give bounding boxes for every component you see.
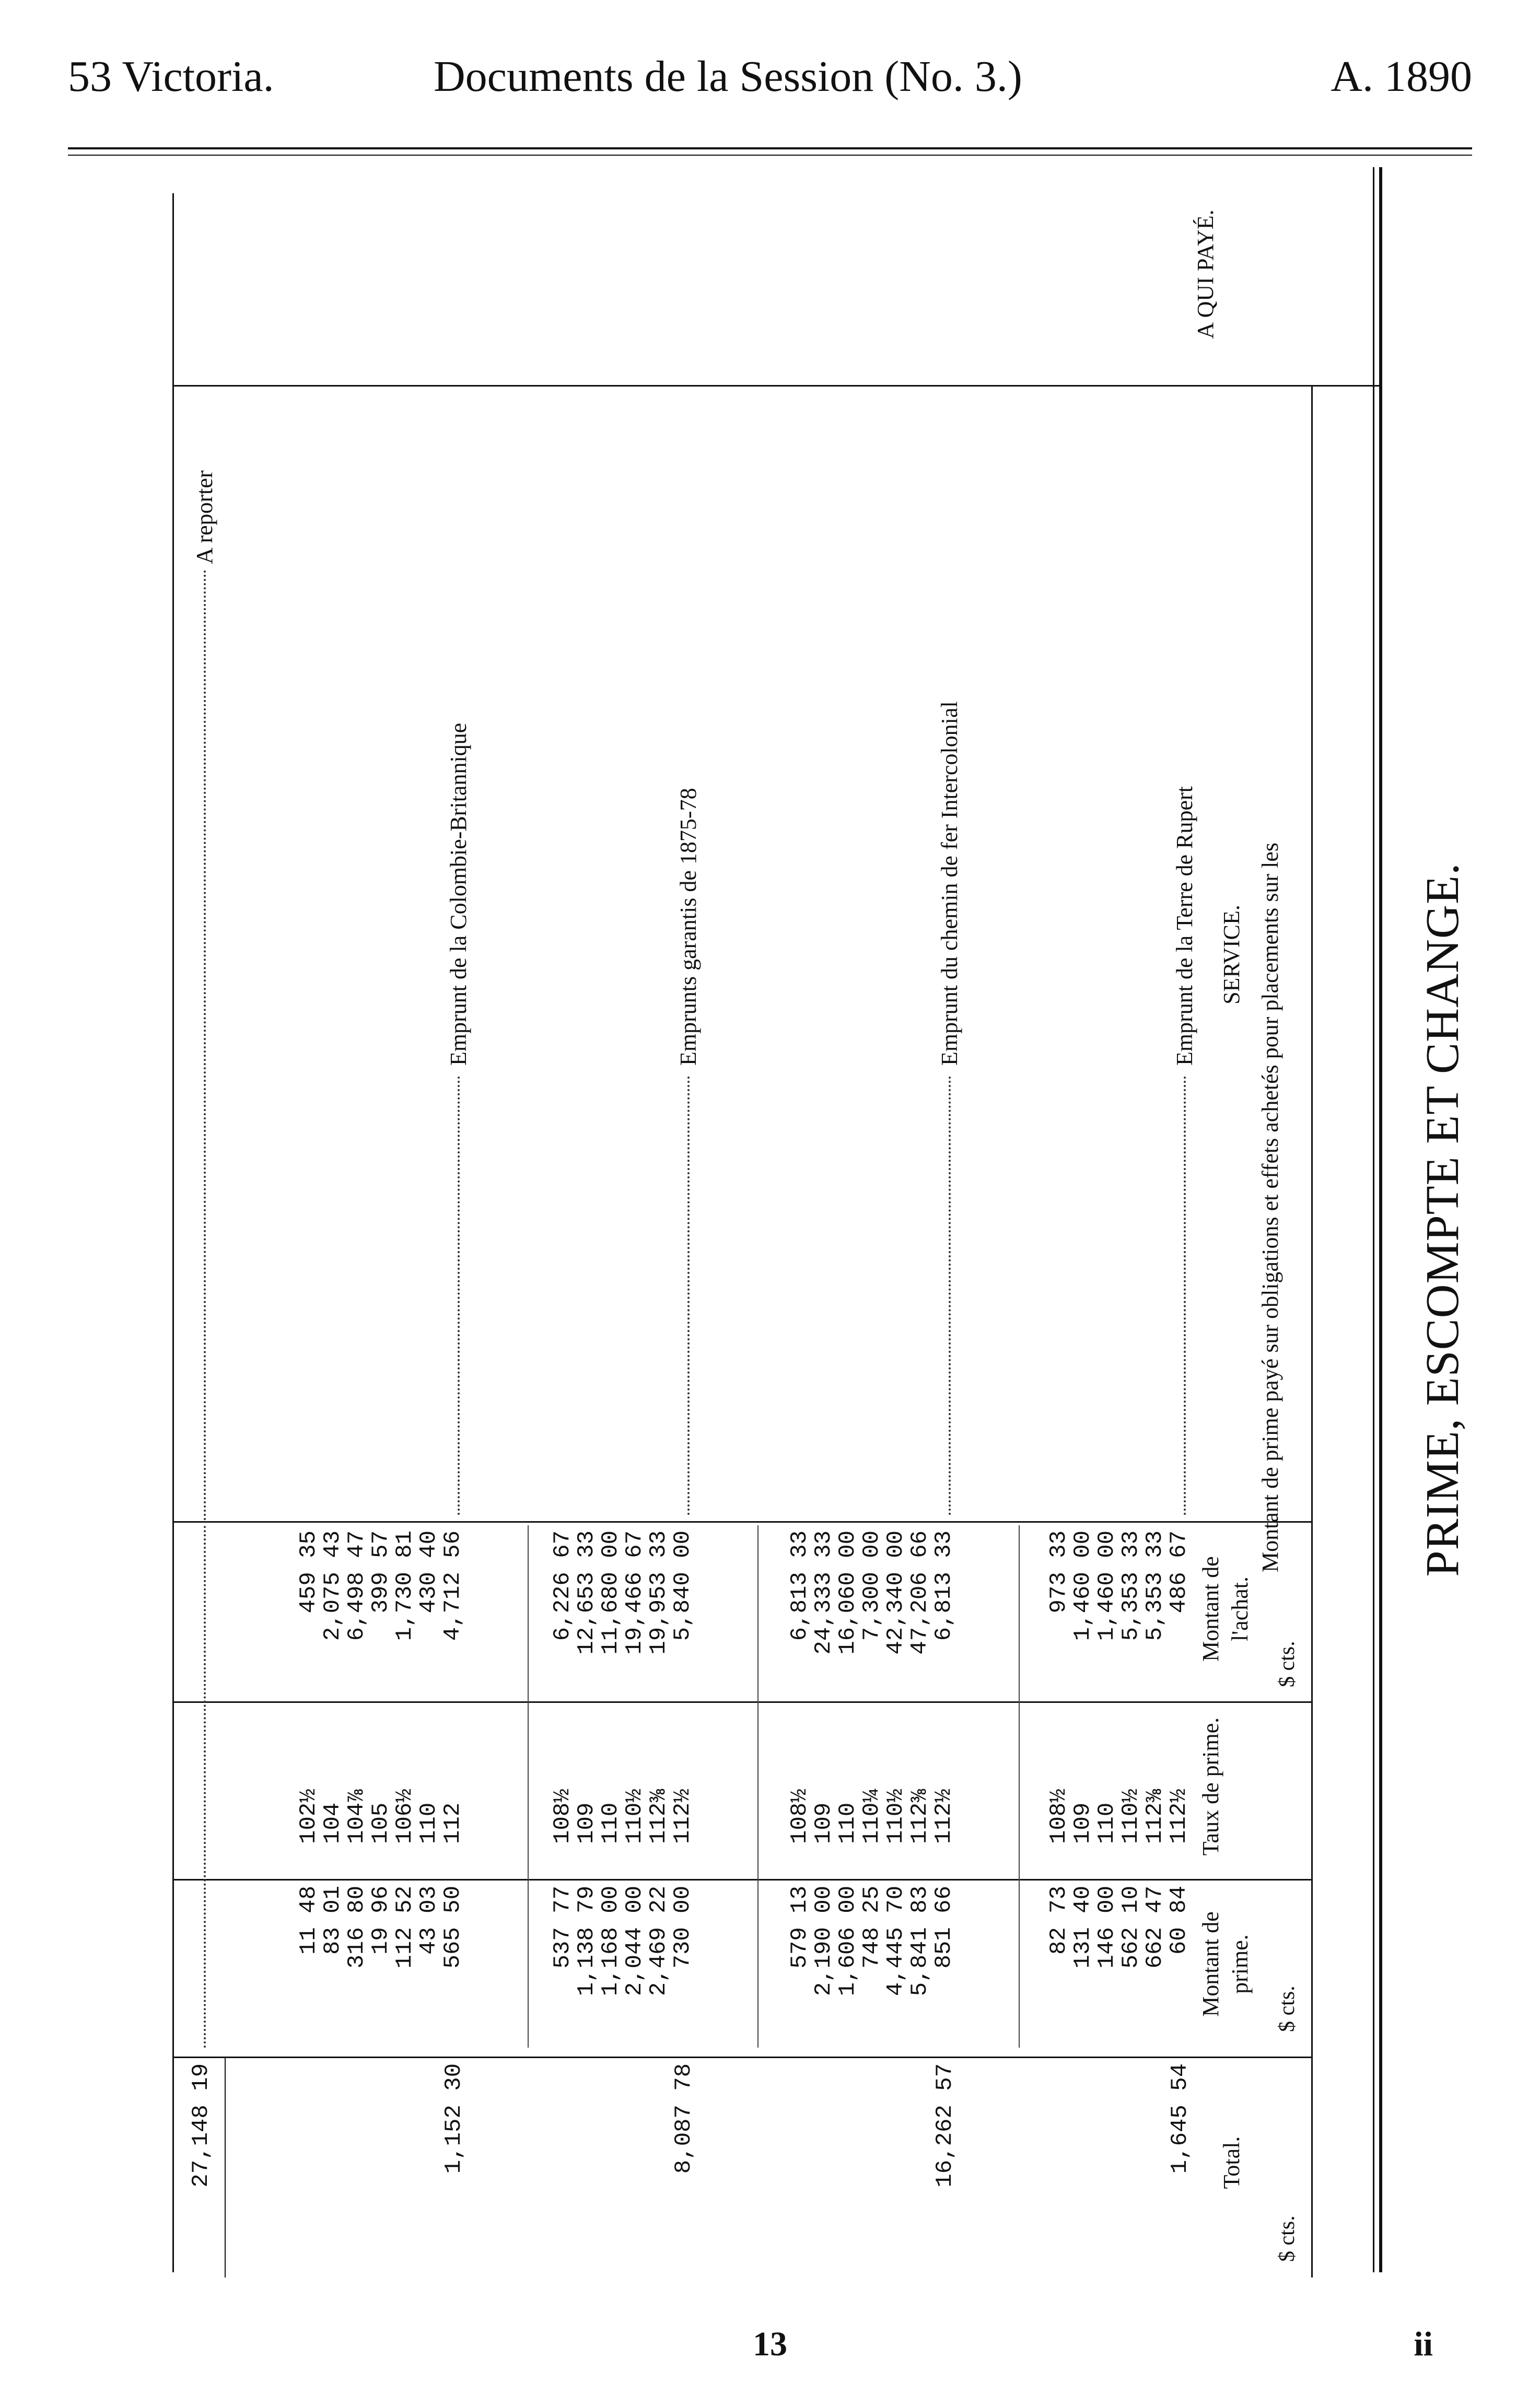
col-sep-taux [172,1701,1311,1703]
units-prime: $ cts. [1275,1985,1299,2032]
group-total: 16,262 57 [932,2063,958,2188]
col-sep-prime [172,1879,1311,1881]
header-rule-thin [68,155,1472,156]
header-center: Documents de la Session (No. 3.) [434,52,1022,101]
carry-label: A reporter [192,470,217,564]
carry-total: 27,148 19 [188,2063,214,2188]
group-separator [1019,1525,1020,2048]
carry-leader [204,569,206,1520]
group-total: 1,645 54 [1167,2063,1193,2174]
achat-values: 973 33 1,460 00 1,460 00 5,353 33 5,353 33 486 67 [1046,1531,1192,1641]
taux-values: 108½ 109 110 110¼ 110½ 112⅜ 112½ [787,1789,957,1844]
group-separator [757,1525,759,2048]
group-total: 8,087 78 [671,2063,697,2174]
taux-values: 108½ 109 110 110½ 112⅜ 112½ [550,1789,696,1844]
prime-values: 11 48 83 01 316 80 19 96 112 52 43 03 565 50 [296,1886,466,1969]
header-row-rule [1311,387,1313,2277]
table-top-border-inner [1373,167,1374,2272]
table-title: PRIME, ESCOMPTE ET CHANGE. [1417,862,1468,1577]
prime-values: 82 73 131 40 146 00 562 10 662 47 60 84 [1046,1886,1192,1969]
sheet-mark: ii [1414,2325,1433,2363]
carry-leader-cols [204,1525,206,2048]
units-total: $ cts. [1275,2215,1299,2262]
prime-values: 579 13 2,190 00 1,606 00 748 25 4,445 70 5,841 83 851 66 [787,1886,957,1996]
units-achat: $ cts. [1275,1641,1299,1687]
taux-values: 102½ 104 104⅞ 105 106½ 110 112 [296,1789,466,1844]
header-right: A. 1890 [1331,52,1472,101]
col-head-service: SERVICE. [1219,905,1244,1005]
intro-line-1: Montant de prime payé sur obligations et effets achetés pour placements sur les [1257,843,1283,1572]
service-leader [1184,1076,1186,1515]
col-sep-achat [172,1521,1311,1523]
col-head-taux: Taux de prime. [1198,1717,1223,1856]
prime-values: 537 77 1,138 79 1,168 00 2,044 00 2,469 22 730 00 [550,1886,696,1996]
achat-values: 6,226 67 12,653 33 11,680 00 19,466 67 19,953 33 5,840 00 [550,1531,696,1655]
rotated-table-page [172,162,1531,2277]
col-head-a-qui-paye: A QUI PAYÉ. [1193,209,1218,339]
service-label: Emprunt du chemin de fer Intercolonial [937,701,962,1066]
col-head-prime: Montant de prime. [1198,1911,1253,2017]
header-left: 53 Victoria. [68,52,274,101]
table-top-border [1379,167,1382,2272]
service-leader [949,1076,951,1515]
col-head-total: Total. [1219,2136,1244,2189]
service-label: Emprunt de la Terre de Rupert [1172,786,1197,1066]
service-leader [687,1076,690,1515]
service-leader [458,1076,460,1515]
page-number: 13 [753,2325,787,2363]
group-total: 1,152 30 [441,2063,467,2174]
header-rule [68,147,1472,149]
carry-rule [225,2058,226,2277]
col-head-achat: Montant de l'achat. [1198,1556,1253,1662]
taux-values: 108½ 109 110 110½ 112⅜ 112½ [1046,1789,1192,1844]
service-label: Emprunts garantis de 1875-78 [675,788,701,1066]
service-label: Emprunt de la Colombie-Britannique [446,722,471,1066]
achat-values: 459 35 2,075 43 6,498 47 399 57 1,730 81 430 40 4,712 56 [296,1531,466,1641]
col-sep-total [172,2057,1311,2058]
table-bottom-border [172,193,174,2272]
achat-values: 6,813 33 24,333 33 16,060 00 7,300 00 42,340 00 47,206 66 6,813 33 [787,1531,957,1655]
group-separator [528,1525,529,2048]
